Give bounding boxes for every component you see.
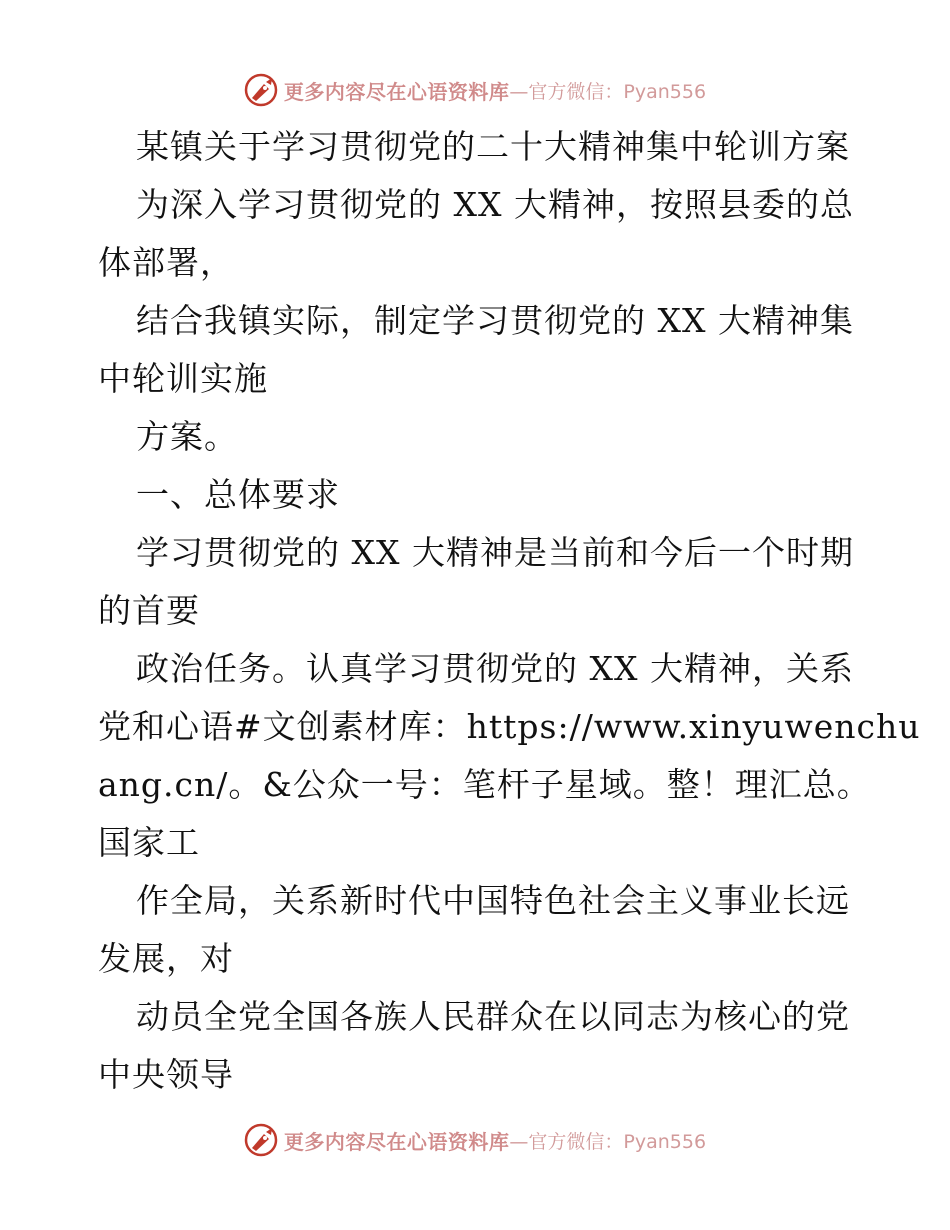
header-watermark <box>0 70 950 110</box>
text-line: 学习贯彻党的 XX 大精神是当前和今后一个时期 <box>136 533 854 572</box>
text-line: 政治任务。认真学习贯彻党的 XX 大精神，关系 <box>136 649 854 688</box>
text-line: 作全局，关系新时代中国特色社会主义事业长远 <box>136 881 850 920</box>
text-line: 党和心语#文创素材库：https://www.xinyuwenchu <box>98 707 921 746</box>
header-brand-text: 更多内容尽在心语资料库 <box>283 79 510 104</box>
document-title: 某镇关于学习贯彻党的二十大精神集中轮训方案 <box>136 127 850 166</box>
text-line: 动员全党全国各族人民群众在以同志为核心的党 <box>136 997 850 1036</box>
text-line: 为深入学习贯彻党的 XX 大精神，按照县委的总 <box>136 185 854 224</box>
text-line: 发展，对 <box>98 939 234 978</box>
text-line: 方案。 <box>136 417 238 456</box>
footer-watermark <box>0 1120 950 1160</box>
text-line: 体部署， <box>98 243 234 282</box>
header-contact-text: —官方微信：Pyan556 <box>509 80 707 103</box>
text-line: 结合我镇实际，制定学习贯彻党的 XX 大精神集 <box>136 301 854 340</box>
text-line: 中央领导 <box>98 1055 234 1094</box>
pen-nib-logo-icon <box>244 73 278 107</box>
footer-contact-text: —官方微信：Pyan556 <box>509 1130 707 1153</box>
section-heading: 一、总体要求 <box>136 475 340 514</box>
text-line: 中轮训实施 <box>98 359 268 398</box>
document-body <box>98 118 921 1104</box>
text-line: ang.cn/。&公众一号：笔杆子星域。整！理汇总。 <box>98 765 871 804</box>
text-line: 国家工 <box>98 823 200 862</box>
footer-brand-text: 更多内容尽在心语资料库 <box>283 1129 510 1154</box>
text-line: 的首要 <box>98 591 200 630</box>
pen-nib-logo-icon <box>244 1123 278 1157</box>
